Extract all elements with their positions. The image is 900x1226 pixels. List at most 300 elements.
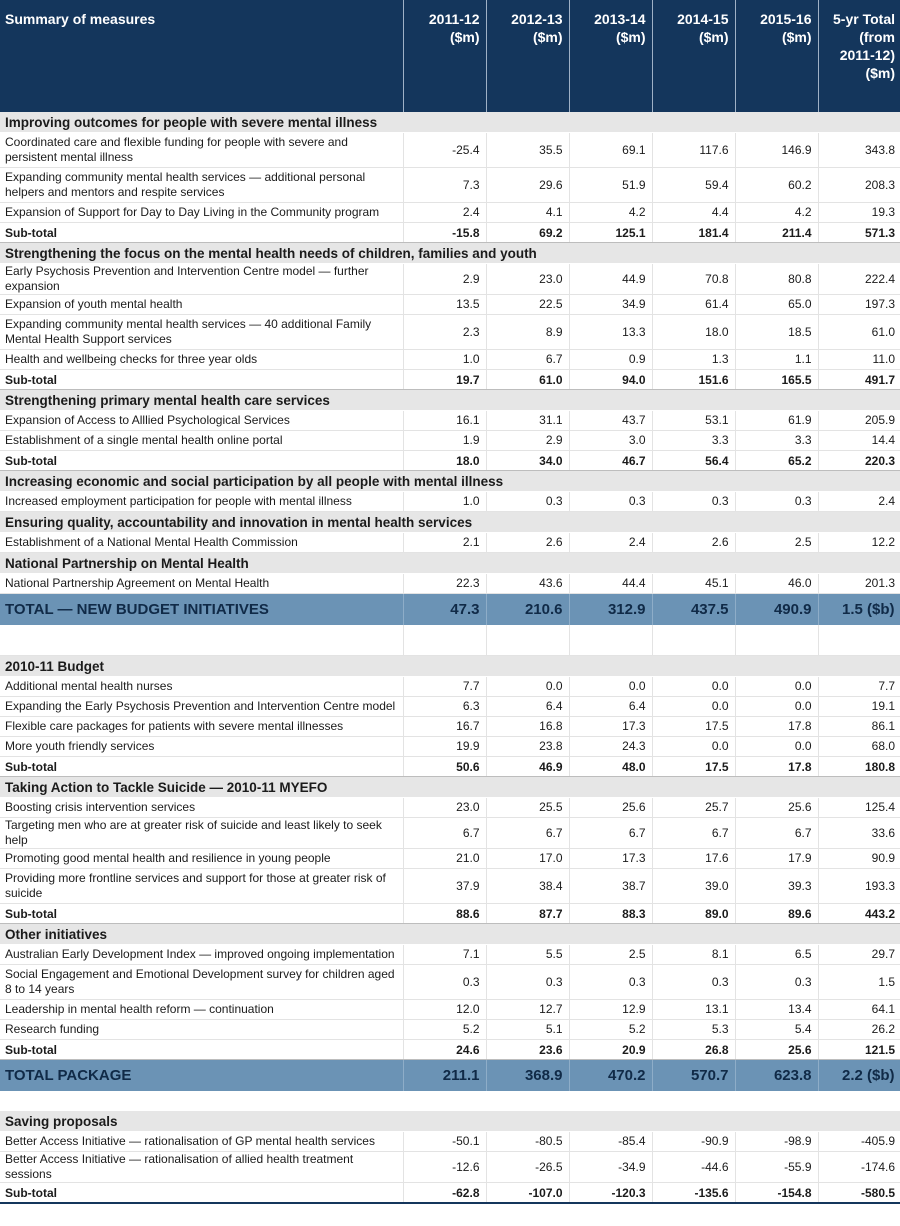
- table-row: [0, 411, 900, 431]
- year-value-cell: -135.6: [652, 1183, 735, 1204]
- five-year-total-cell: 26.2: [818, 1020, 900, 1040]
- year-value-cell: 0.3: [569, 492, 652, 512]
- year-value-cell: 5.4: [735, 1020, 818, 1040]
- year-value-cell: 94.0: [569, 370, 652, 390]
- year-value-cell: 19.7: [403, 370, 486, 390]
- measure-label: Targeting men who are at greater risk of suicide and least likely to seek help: [0, 818, 403, 849]
- year-value-cell: 61.9: [735, 411, 818, 431]
- year-value-cell: 2.1: [403, 533, 486, 553]
- measure-label: Providing more frontline services and support for those at greater risk of suicide: [0, 869, 403, 904]
- year-value-cell: 0.0: [652, 697, 735, 717]
- year-value-cell: 12.7: [486, 1000, 569, 1020]
- five-year-total-cell: 64.1: [818, 1000, 900, 1020]
- subtotal-row: [0, 223, 900, 243]
- measure-label: Additional mental health nurses: [0, 677, 403, 697]
- five-year-total-cell: 121.5: [818, 1040, 900, 1060]
- five-year-total-cell: -174.6: [818, 1152, 900, 1183]
- year-value-cell: 17.3: [569, 717, 652, 737]
- year-value-cell: 43.6: [486, 574, 569, 594]
- year-value-cell: 0.3: [569, 965, 652, 1000]
- spacer-cell: [652, 625, 735, 656]
- year-value-cell: -44.6: [652, 1152, 735, 1183]
- year-value-cell: 8.9: [486, 315, 569, 350]
- measure-label: Flexible care packages for patients with severe mental illnesses: [0, 717, 403, 737]
- year-value-cell: 46.9: [486, 757, 569, 777]
- measure-label: Expanding the Early Psychosis Prevention and Intervention Centre model: [0, 697, 403, 717]
- year-value-cell: 13.4: [735, 1000, 818, 1020]
- year-value-cell: 25.6: [569, 798, 652, 818]
- spacer-cell: [818, 1091, 900, 1111]
- year-value-cell: 16.1: [403, 411, 486, 431]
- spacer-cell: [403, 1091, 486, 1111]
- year-value-cell: -98.9: [735, 1132, 818, 1152]
- spacer-cell: [735, 625, 818, 656]
- year-value-cell: -85.4: [569, 1132, 652, 1152]
- measure-label: Research funding: [0, 1020, 403, 1040]
- year-value-cell: 0.3: [403, 965, 486, 1000]
- year-value-cell: 37.9: [403, 869, 486, 904]
- year-value-cell: 21.0: [403, 849, 486, 869]
- year-value-cell: 0.0: [735, 697, 818, 717]
- subtotal-row: [0, 1183, 900, 1204]
- year-value-cell: 46.7: [569, 451, 652, 471]
- year-value-cell: 0.3: [735, 492, 818, 512]
- table-row: [0, 717, 900, 737]
- year-value-cell: 59.4: [652, 168, 735, 203]
- section-heading-row: [0, 553, 900, 574]
- subtotal-row: [0, 757, 900, 777]
- year-value-cell: 0.0: [735, 677, 818, 697]
- year-value-cell: 6.3: [403, 697, 486, 717]
- year-value-cell: 0.3: [652, 965, 735, 1000]
- five-year-total-cell: 1.5 ($b): [818, 594, 900, 626]
- table-header-row: [0, 0, 900, 112]
- section-heading: Improving outcomes for people with severe mental illness: [0, 112, 900, 133]
- year-value-cell: 16.8: [486, 717, 569, 737]
- year-value-cell: 44.4: [569, 574, 652, 594]
- five-year-total-cell: 205.9: [818, 411, 900, 431]
- measure-label: Australian Early Development Index — improved ongoing implementation: [0, 945, 403, 965]
- subtotal-row: [0, 1040, 900, 1060]
- table-row: [0, 945, 900, 965]
- section-heading-row: [0, 656, 900, 677]
- year-value-cell: 18.5: [735, 315, 818, 350]
- year-value-cell: -154.8: [735, 1183, 818, 1204]
- five-year-total-cell: 2.2 ($b): [818, 1060, 900, 1092]
- year-value-cell: 0.9: [569, 350, 652, 370]
- five-year-total-cell: 220.3: [818, 451, 900, 471]
- measure-label: Early Psychosis Prevention and Intervention Centre model — further expansion: [0, 264, 403, 295]
- year-value-cell: 69.2: [486, 223, 569, 243]
- year-value-cell: 29.6: [486, 168, 569, 203]
- year-value-cell: 117.6: [652, 133, 735, 168]
- five-year-total-cell: 29.7: [818, 945, 900, 965]
- table-row: [0, 1152, 900, 1183]
- section-heading-row: [0, 512, 900, 533]
- spacer-cell: [486, 625, 569, 656]
- year-value-cell: 0.3: [486, 492, 569, 512]
- year-value-cell: 6.7: [735, 818, 818, 849]
- year-value-cell: 69.1: [569, 133, 652, 168]
- five-year-total-cell: -580.5: [818, 1183, 900, 1204]
- year-value-cell: 38.7: [569, 869, 652, 904]
- five-year-total-cell: 125.4: [818, 798, 900, 818]
- year-value-cell: 39.0: [652, 869, 735, 904]
- table-row: [0, 168, 900, 203]
- year-value-cell: 89.6: [735, 904, 818, 924]
- section-heading: 2010-11 Budget: [0, 656, 900, 677]
- year-value-cell: 0.3: [652, 492, 735, 512]
- header-year-2011-12: 2011-12 ($m): [403, 0, 486, 112]
- year-value-cell: 1.9: [403, 431, 486, 451]
- year-value-cell: 4.1: [486, 203, 569, 223]
- subtotal-row: [0, 904, 900, 924]
- year-value-cell: 46.0: [735, 574, 818, 594]
- five-year-total-cell: 7.7: [818, 677, 900, 697]
- section-heading-row: [0, 924, 900, 945]
- year-value-cell: 1.1: [735, 350, 818, 370]
- year-value-cell: 31.1: [486, 411, 569, 431]
- year-value-cell: 6.4: [486, 697, 569, 717]
- year-value-cell: 22.3: [403, 574, 486, 594]
- measure-label: More youth friendly services: [0, 737, 403, 757]
- section-heading-row: [0, 471, 900, 492]
- year-value-cell: 25.7: [652, 798, 735, 818]
- measure-label: Leadership in mental health reform — continuation: [0, 1000, 403, 1020]
- five-year-total-cell: 1.5: [818, 965, 900, 1000]
- year-value-cell: 146.9: [735, 133, 818, 168]
- year-value-cell: -12.6: [403, 1152, 486, 1183]
- year-value-cell: 5.1: [486, 1020, 569, 1040]
- section-heading-row: [0, 243, 900, 264]
- year-value-cell: 19.9: [403, 737, 486, 757]
- year-value-cell: 470.2: [569, 1060, 652, 1092]
- spacer-cell: [652, 1091, 735, 1111]
- year-value-cell: 623.8: [735, 1060, 818, 1092]
- table-row: [0, 697, 900, 717]
- year-value-cell: 1.0: [403, 492, 486, 512]
- subtotal-label: Sub-total: [0, 1040, 403, 1060]
- year-value-cell: 25.6: [735, 798, 818, 818]
- section-heading: Taking Action to Tackle Suicide — 2010-11 MYEFO: [0, 777, 900, 798]
- year-value-cell: 0.3: [486, 965, 569, 1000]
- table-row: [0, 492, 900, 512]
- section-heading-row: [0, 777, 900, 798]
- year-value-cell: 6.5: [735, 945, 818, 965]
- year-value-cell: 5.3: [652, 1020, 735, 1040]
- year-value-cell: 3.3: [735, 431, 818, 451]
- spacer-cell: [486, 1091, 569, 1111]
- year-value-cell: -34.9: [569, 1152, 652, 1183]
- year-value-cell: 18.0: [652, 315, 735, 350]
- year-value-cell: 0.0: [486, 677, 569, 697]
- header-year-2015-16: 2015-16 ($m): [735, 0, 818, 112]
- table-row: [0, 431, 900, 451]
- subtotal-label: Sub-total: [0, 451, 403, 471]
- five-year-total-cell: 491.7: [818, 370, 900, 390]
- year-value-cell: 125.1: [569, 223, 652, 243]
- year-value-cell: -120.3: [569, 1183, 652, 1204]
- year-value-cell: 23.0: [403, 798, 486, 818]
- year-value-cell: 56.4: [652, 451, 735, 471]
- table-row: [0, 350, 900, 370]
- year-value-cell: 17.5: [652, 757, 735, 777]
- five-year-total-cell: 208.3: [818, 168, 900, 203]
- year-value-cell: 65.2: [735, 451, 818, 471]
- year-value-cell: -25.4: [403, 133, 486, 168]
- year-value-cell: 17.6: [652, 849, 735, 869]
- subtotal-row: [0, 451, 900, 471]
- measure-label: Expansion of Support for Day to Day Living in the Community program: [0, 203, 403, 223]
- measure-label: Establishment of a single mental health online portal: [0, 431, 403, 451]
- year-value-cell: 7.1: [403, 945, 486, 965]
- year-value-cell: 70.8: [652, 264, 735, 295]
- year-value-cell: 13.5: [403, 295, 486, 315]
- year-value-cell: 6.7: [569, 818, 652, 849]
- five-year-total-cell: 443.2: [818, 904, 900, 924]
- header-five-year-total: 5-yr Total (from 2011-12) ($m): [818, 0, 900, 112]
- year-value-cell: 4.2: [569, 203, 652, 223]
- year-value-cell: 17.5: [652, 717, 735, 737]
- year-value-cell: 211.1: [403, 1060, 486, 1092]
- header-year-2012-13: 2012-13 ($m): [486, 0, 569, 112]
- five-year-total-cell: 33.6: [818, 818, 900, 849]
- table-row: [0, 869, 900, 904]
- five-year-total-cell: 2.4: [818, 492, 900, 512]
- year-value-cell: 24.3: [569, 737, 652, 757]
- year-value-cell: 181.4: [652, 223, 735, 243]
- year-value-cell: 17.8: [735, 717, 818, 737]
- five-year-total-cell: 19.1: [818, 697, 900, 717]
- subtotal-label: Sub-total: [0, 904, 403, 924]
- year-value-cell: 25.6: [735, 1040, 818, 1060]
- year-value-cell: 5.2: [403, 1020, 486, 1040]
- spacer-cell: [818, 625, 900, 656]
- year-value-cell: 151.6: [652, 370, 735, 390]
- section-heading: Strengthening primary mental health care services: [0, 390, 900, 411]
- year-value-cell: 26.8: [652, 1040, 735, 1060]
- subtotal-label: Sub-total: [0, 757, 403, 777]
- year-value-cell: 5.5: [486, 945, 569, 965]
- year-value-cell: 65.0: [735, 295, 818, 315]
- year-value-cell: 61.0: [486, 370, 569, 390]
- year-value-cell: 34.9: [569, 295, 652, 315]
- table-row: [0, 849, 900, 869]
- five-year-total-cell: 343.8: [818, 133, 900, 168]
- header-title: Summary of measures: [0, 0, 403, 112]
- measure-label: Boosting crisis intervention services: [0, 798, 403, 818]
- year-value-cell: 51.9: [569, 168, 652, 203]
- table-row: [0, 818, 900, 849]
- year-value-cell: 89.0: [652, 904, 735, 924]
- five-year-total-cell: 222.4: [818, 264, 900, 295]
- year-value-cell: 23.8: [486, 737, 569, 757]
- five-year-total-cell: 571.3: [818, 223, 900, 243]
- measure-label: Increased employment participation for people with mental illness: [0, 492, 403, 512]
- table-row: [0, 315, 900, 350]
- year-value-cell: 17.9: [735, 849, 818, 869]
- year-value-cell: 6.7: [486, 350, 569, 370]
- table-row: [0, 264, 900, 295]
- five-year-total-cell: 19.3: [818, 203, 900, 223]
- year-value-cell: -107.0: [486, 1183, 569, 1204]
- year-value-cell: 17.3: [569, 849, 652, 869]
- measure-label: Expansion of Access to Alllied Psychological Services: [0, 411, 403, 431]
- five-year-total-cell: 14.4: [818, 431, 900, 451]
- year-value-cell: -90.9: [652, 1132, 735, 1152]
- subtotal-row: [0, 370, 900, 390]
- table-row: [0, 737, 900, 757]
- year-value-cell: 210.6: [486, 594, 569, 626]
- year-value-cell: 17.0: [486, 849, 569, 869]
- measure-label: Coordinated care and flexible funding for people with severe and persistent mental illness: [0, 133, 403, 168]
- total-row: [0, 1060, 900, 1092]
- five-year-total-cell: 180.8: [818, 757, 900, 777]
- year-value-cell: 24.6: [403, 1040, 486, 1060]
- spacer-cell: [0, 625, 403, 656]
- table-row: [0, 1132, 900, 1152]
- measure-label: Establishment of a National Mental Health Commission: [0, 533, 403, 553]
- year-value-cell: 368.9: [486, 1060, 569, 1092]
- year-value-cell: 6.4: [569, 697, 652, 717]
- year-value-cell: 2.6: [486, 533, 569, 553]
- year-value-cell: 53.1: [652, 411, 735, 431]
- total-label: TOTAL PACKAGE: [0, 1060, 403, 1092]
- year-value-cell: 43.7: [569, 411, 652, 431]
- section-heading: Other initiatives: [0, 924, 900, 945]
- table-row: [0, 798, 900, 818]
- year-value-cell: 35.5: [486, 133, 569, 168]
- measure-label: Expansion of youth mental health: [0, 295, 403, 315]
- year-value-cell: 2.9: [486, 431, 569, 451]
- section-heading: National Partnership on Mental Health: [0, 553, 900, 574]
- year-value-cell: -50.1: [403, 1132, 486, 1152]
- measure-label: Better Access Initiative — rationalisation of GP mental health services: [0, 1132, 403, 1152]
- measure-label: Social Engagement and Emotional Development survey for children aged 8 to 14 years: [0, 965, 403, 1000]
- year-value-cell: 312.9: [569, 594, 652, 626]
- year-value-cell: 12.9: [569, 1000, 652, 1020]
- year-value-cell: 0.0: [652, 737, 735, 757]
- year-value-cell: 2.5: [735, 533, 818, 553]
- table-row: [0, 574, 900, 594]
- year-value-cell: 4.2: [735, 203, 818, 223]
- measure-label: National Partnership Agreement on Mental Health: [0, 574, 403, 594]
- year-value-cell: 48.0: [569, 757, 652, 777]
- five-year-total-cell: 12.2: [818, 533, 900, 553]
- table-row: [0, 1000, 900, 1020]
- year-value-cell: 61.4: [652, 295, 735, 315]
- year-value-cell: 2.4: [569, 533, 652, 553]
- spacer-cell: [569, 625, 652, 656]
- year-value-cell: 437.5: [652, 594, 735, 626]
- year-value-cell: 570.7: [652, 1060, 735, 1092]
- year-value-cell: 165.5: [735, 370, 818, 390]
- year-value-cell: 34.0: [486, 451, 569, 471]
- year-value-cell: 6.7: [403, 818, 486, 849]
- year-value-cell: 80.8: [735, 264, 818, 295]
- year-value-cell: 17.8: [735, 757, 818, 777]
- year-value-cell: 18.0: [403, 451, 486, 471]
- subtotal-label: Sub-total: [0, 1183, 403, 1204]
- five-year-total-cell: 11.0: [818, 350, 900, 370]
- spacer-cell: [569, 1091, 652, 1111]
- year-value-cell: 2.9: [403, 264, 486, 295]
- spacer-cell: [735, 1091, 818, 1111]
- year-value-cell: 88.3: [569, 904, 652, 924]
- table-row: [0, 533, 900, 553]
- year-value-cell: 6.7: [652, 818, 735, 849]
- year-value-cell: 20.9: [569, 1040, 652, 1060]
- year-value-cell: 13.3: [569, 315, 652, 350]
- five-year-total-cell: 201.3: [818, 574, 900, 594]
- year-value-cell: 7.7: [403, 677, 486, 697]
- five-year-total-cell: 90.9: [818, 849, 900, 869]
- five-year-total-cell: 61.0: [818, 315, 900, 350]
- five-year-total-cell: 193.3: [818, 869, 900, 904]
- year-value-cell: 87.7: [486, 904, 569, 924]
- year-value-cell: 1.0: [403, 350, 486, 370]
- year-value-cell: 6.7: [486, 818, 569, 849]
- year-value-cell: 44.9: [569, 264, 652, 295]
- year-value-cell: -26.5: [486, 1152, 569, 1183]
- year-value-cell: 22.5: [486, 295, 569, 315]
- year-value-cell: 4.4: [652, 203, 735, 223]
- year-value-cell: -55.9: [735, 1152, 818, 1183]
- five-year-total-cell: -405.9: [818, 1132, 900, 1152]
- five-year-total-cell: 86.1: [818, 717, 900, 737]
- year-value-cell: 38.4: [486, 869, 569, 904]
- year-value-cell: 3.3: [652, 431, 735, 451]
- table-row: [0, 133, 900, 168]
- year-value-cell: 1.3: [652, 350, 735, 370]
- year-value-cell: 25.5: [486, 798, 569, 818]
- spacer-row: [0, 1091, 900, 1111]
- section-heading: Increasing economic and social participation by all people with mental illness: [0, 471, 900, 492]
- year-value-cell: 0.0: [735, 737, 818, 757]
- year-value-cell: -80.5: [486, 1132, 569, 1152]
- year-value-cell: 88.6: [403, 904, 486, 924]
- year-value-cell: 39.3: [735, 869, 818, 904]
- table-row: [0, 1020, 900, 1040]
- section-heading: Saving proposals: [0, 1111, 900, 1132]
- measure-label: Promoting good mental health and resilience in young people: [0, 849, 403, 869]
- year-value-cell: 7.3: [403, 168, 486, 203]
- total-row: [0, 594, 900, 626]
- year-value-cell: 13.1: [652, 1000, 735, 1020]
- header-year-2014-15: 2014-15 ($m): [652, 0, 735, 112]
- section-heading-row: [0, 112, 900, 133]
- section-heading: Ensuring quality, accountability and innovation in mental health services: [0, 512, 900, 533]
- table-row: [0, 295, 900, 315]
- year-value-cell: 2.4: [403, 203, 486, 223]
- spacer-cell: [403, 625, 486, 656]
- year-value-cell: 2.6: [652, 533, 735, 553]
- spacer-cell: [0, 1091, 403, 1111]
- section-heading-row: [0, 390, 900, 411]
- spacer-row: [0, 625, 900, 656]
- five-year-total-cell: 68.0: [818, 737, 900, 757]
- section-heading: Strengthening the focus on the mental health needs of children, families and youth: [0, 243, 900, 264]
- year-value-cell: 45.1: [652, 574, 735, 594]
- year-value-cell: 2.3: [403, 315, 486, 350]
- subtotal-label: Sub-total: [0, 370, 403, 390]
- year-value-cell: 12.0: [403, 1000, 486, 1020]
- year-value-cell: 47.3: [403, 594, 486, 626]
- year-value-cell: 2.5: [569, 945, 652, 965]
- header-year-2013-14: 2013-14 ($m): [569, 0, 652, 112]
- year-value-cell: 23.0: [486, 264, 569, 295]
- year-value-cell: 8.1: [652, 945, 735, 965]
